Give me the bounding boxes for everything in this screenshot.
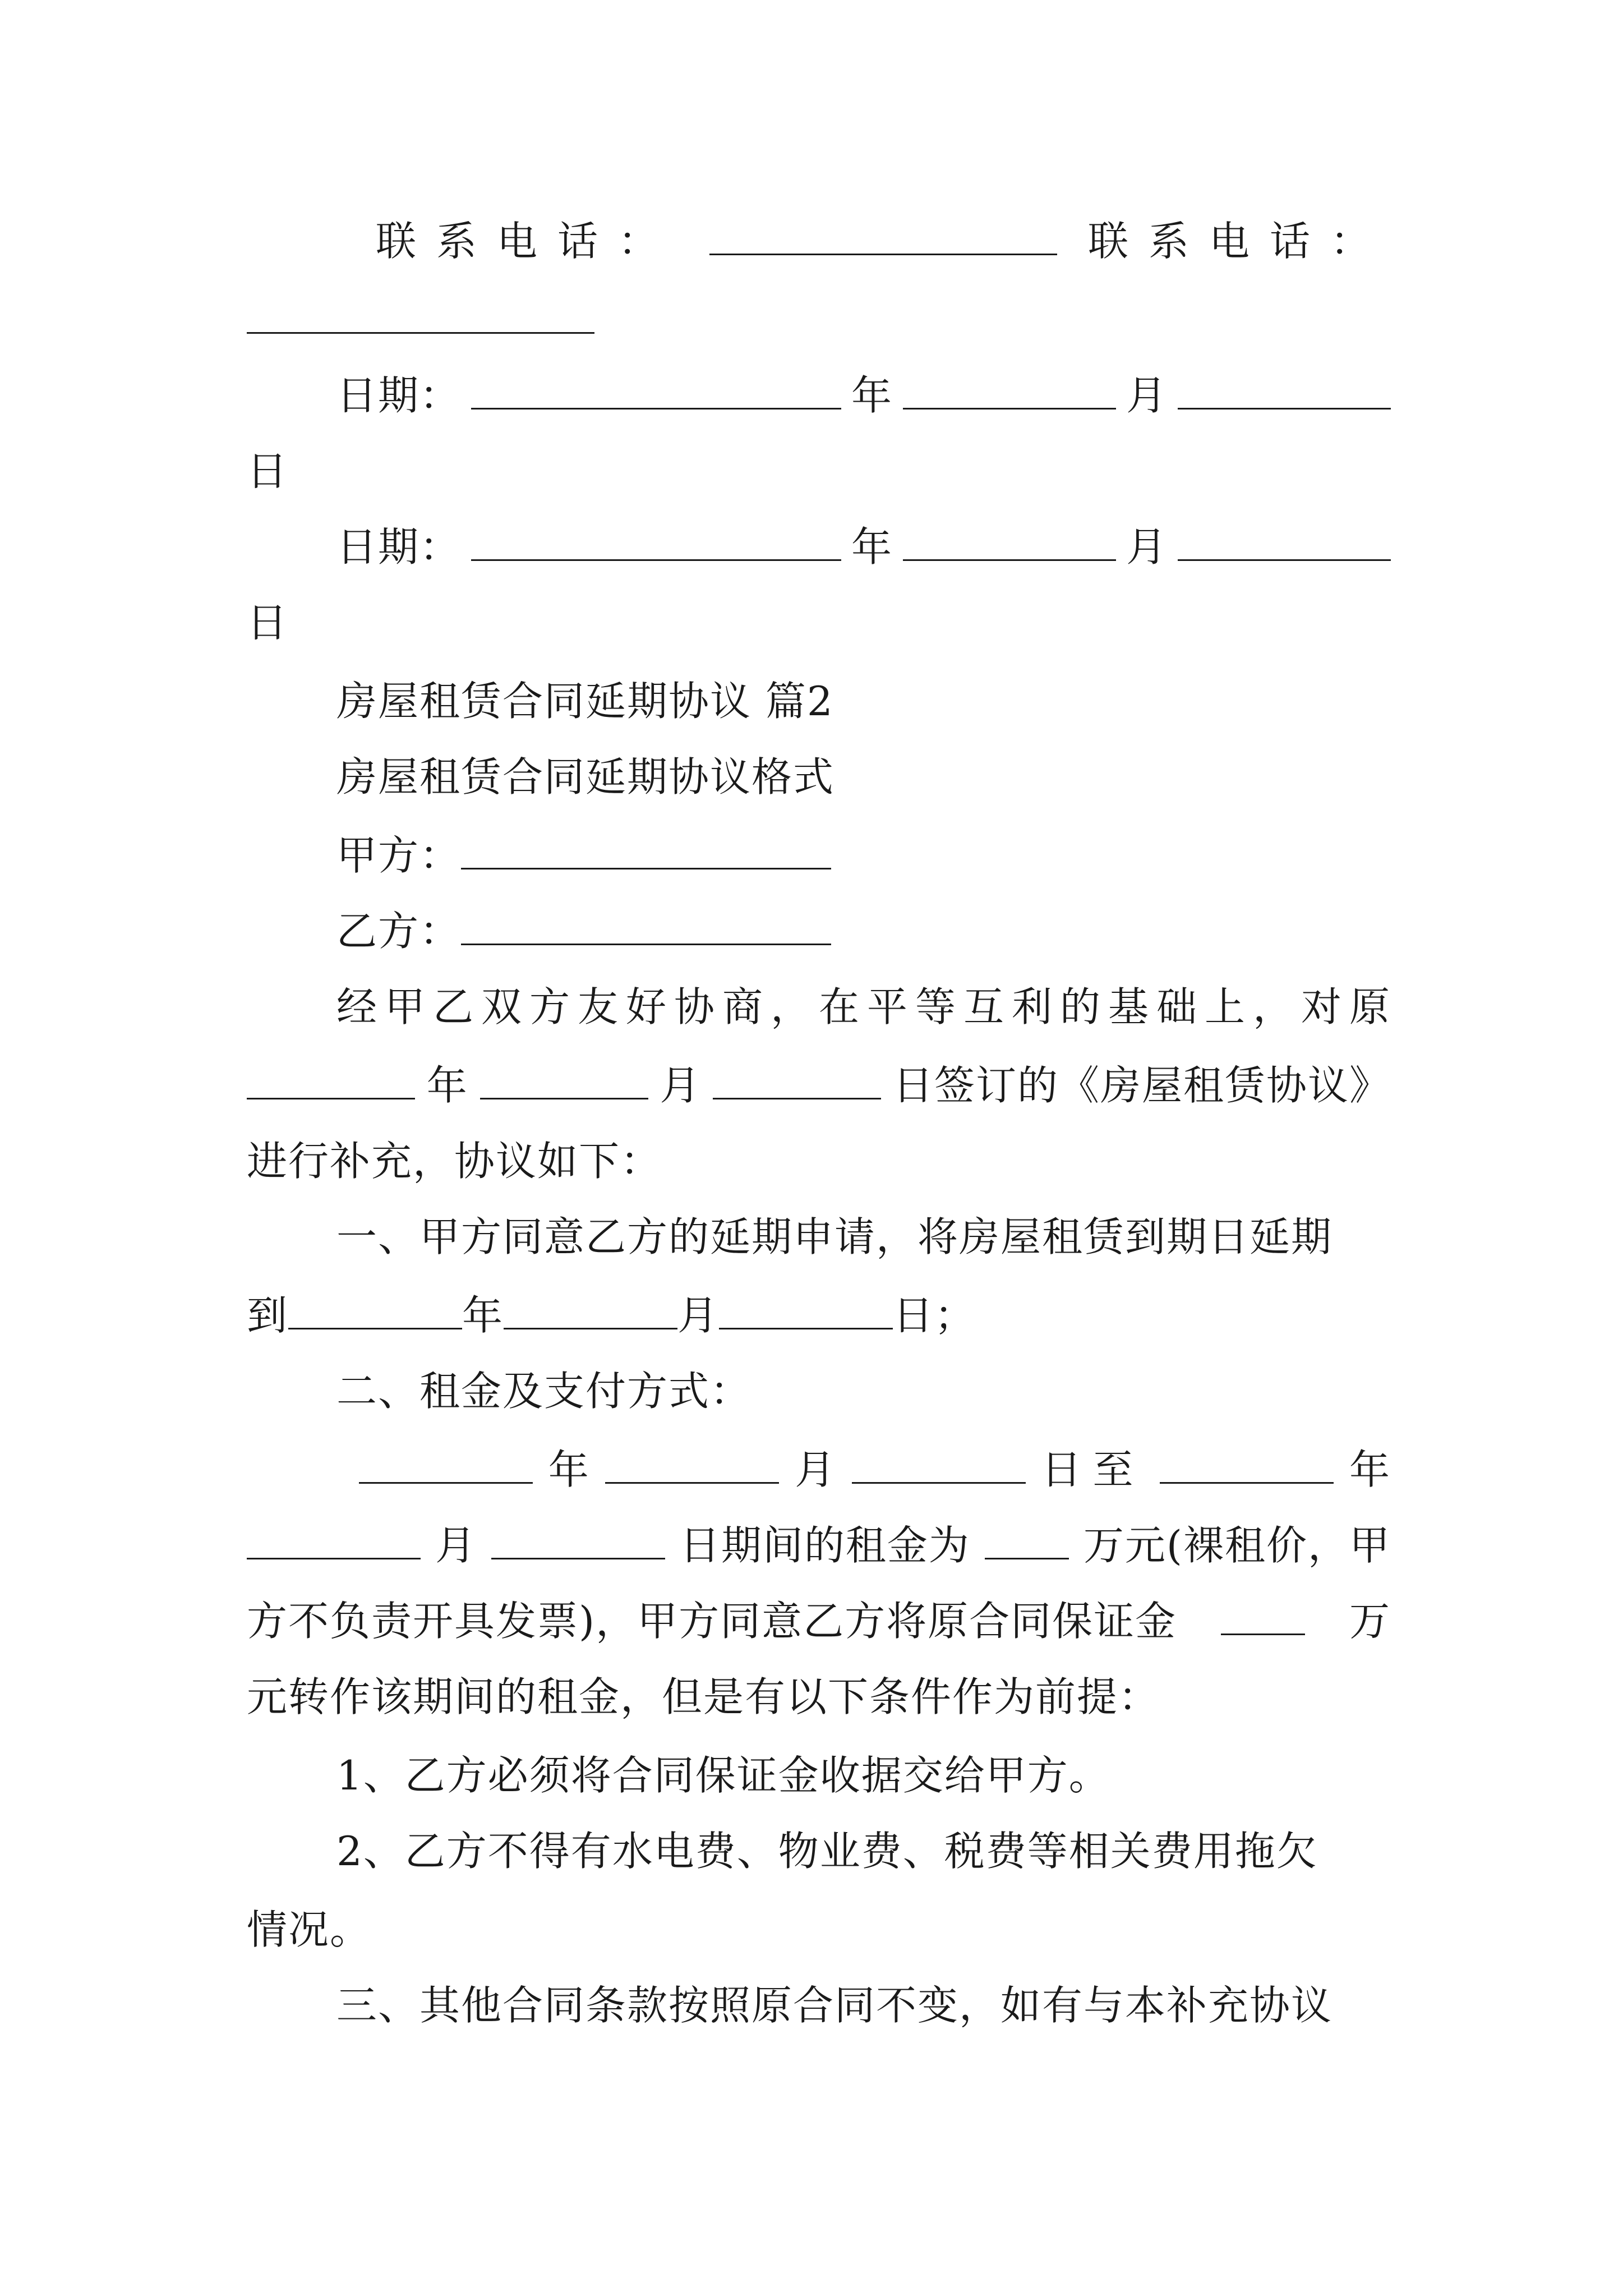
date-month: 月 (1126, 372, 1168, 419)
clause1-line-1: 一、甲方同意乙方的延期申请，将房屋租赁到期日延期 (336, 1213, 1333, 1260)
intro-year-blank (247, 1065, 415, 1099)
date-day-blank (1178, 527, 1391, 561)
date-year: 年 (851, 523, 893, 570)
clause2-cond2b: 情况。 (247, 1906, 372, 1953)
clause1-to: 到 (247, 1292, 289, 1339)
date-month-blank (903, 375, 1116, 409)
clause1-month-blank (504, 1295, 677, 1329)
date-year-blank (471, 527, 841, 561)
clause2-cond2a: 2、乙方不得有水电费、物业费、税费等相关费用拖欠 (336, 1828, 1318, 1875)
date-year: 年 (851, 372, 893, 419)
party-a-blank (461, 835, 831, 869)
intro-signed: 日签订的《房屋租赁协议》 (892, 1062, 1391, 1109)
clause2-title: 二、租金及支付方式： (336, 1368, 752, 1415)
clause2-unit: 万元(裸租价，甲 (1083, 1522, 1391, 1569)
clause2-year: 年 (548, 1446, 590, 1493)
clause2-month2-blank (247, 1525, 421, 1559)
party-b-row (336, 906, 1391, 956)
date-row-1 (336, 370, 1391, 421)
clause2-month-blank (605, 1450, 779, 1484)
clause2-day2-blank (491, 1525, 665, 1559)
clause2-month: 月 (795, 1446, 837, 1493)
clause1-day: 日； (893, 1292, 976, 1339)
intro-line-1: 经甲乙双方友好协商，在平等互利的基础上，对原 (336, 983, 1398, 1030)
contact-row (376, 216, 1391, 266)
contact-label-a: 联系电话： (376, 218, 679, 265)
clause2-day-blank (852, 1450, 1026, 1484)
clause2-amount-blank (985, 1525, 1069, 1559)
clause2-line-3 (247, 1520, 1391, 1571)
contact-blank-b (247, 300, 594, 334)
date-day: 日 (247, 599, 289, 646)
date-day: 日 (247, 448, 289, 495)
clause2-line-5: 元转作该期间的租金，但是有以下条件作为前提： (247, 1673, 1160, 1720)
date-row-1-day (247, 446, 1391, 496)
party-b-blank (461, 911, 831, 945)
intro-day-blank (713, 1065, 881, 1099)
clause1-year: 年 (462, 1292, 504, 1339)
clause1-month: 月 (677, 1292, 720, 1339)
intro-line-3: 进行补充，协议如下： (247, 1138, 662, 1185)
date-month: 月 (1126, 523, 1168, 570)
clause2-deposit-blank (1221, 1601, 1305, 1635)
date-day-blank (1178, 375, 1391, 409)
clause2-cond1: 1、乙方必须将合同保证金收据交给甲方。 (336, 1752, 1110, 1799)
clause2-line-2 (359, 1444, 1391, 1495)
section-heading: 房屋租赁合同延期协议 篇2 (336, 678, 834, 725)
clause3-line-1: 三、其他合同条款按照原合同不变，如有与本补充协议 (336, 1982, 1333, 2029)
date-year-blank (471, 375, 841, 409)
format-title: 房屋租赁合同延期协议格式 (336, 753, 835, 800)
clause1-year-blank (288, 1295, 462, 1329)
clause2-year2-blank (1160, 1450, 1334, 1484)
date-label: 日期： (336, 523, 462, 570)
intro-line-2 (247, 1060, 1391, 1111)
party-a-row (336, 830, 1391, 881)
intro-month-blank (480, 1065, 648, 1099)
clause2-line4b: 万 (1349, 1598, 1391, 1645)
clause2-day-to: 日至 (1041, 1446, 1145, 1493)
clause2-line4a: 方不负责开具发票)，甲方同意乙方将原合同保证金 (247, 1598, 1177, 1645)
date-row-2-day (247, 597, 1391, 648)
clause2-rent-text: 日期间的租金为 (679, 1522, 970, 1569)
date-label: 日期： (336, 372, 462, 419)
date-month-blank (903, 527, 1116, 561)
clause2-year2: 年 (1349, 1446, 1391, 1493)
date-row-2 (336, 522, 1391, 572)
intro-year: 年 (426, 1062, 468, 1109)
clause1-day-blank (719, 1295, 893, 1329)
party-b-label: 乙方： (336, 908, 462, 955)
contact-blank-a (709, 221, 1057, 255)
contact-label-b: 联系电话： (1087, 218, 1391, 265)
clause2-line-4 (247, 1596, 1391, 1646)
party-a-label: 甲方： (336, 832, 462, 879)
clause2-month2: 月 (435, 1522, 477, 1569)
contact-blank-row (247, 295, 1391, 345)
clause2-year-blank (359, 1450, 533, 1484)
intro-month: 月 (660, 1062, 702, 1109)
clause1-line-2 (247, 1290, 998, 1341)
